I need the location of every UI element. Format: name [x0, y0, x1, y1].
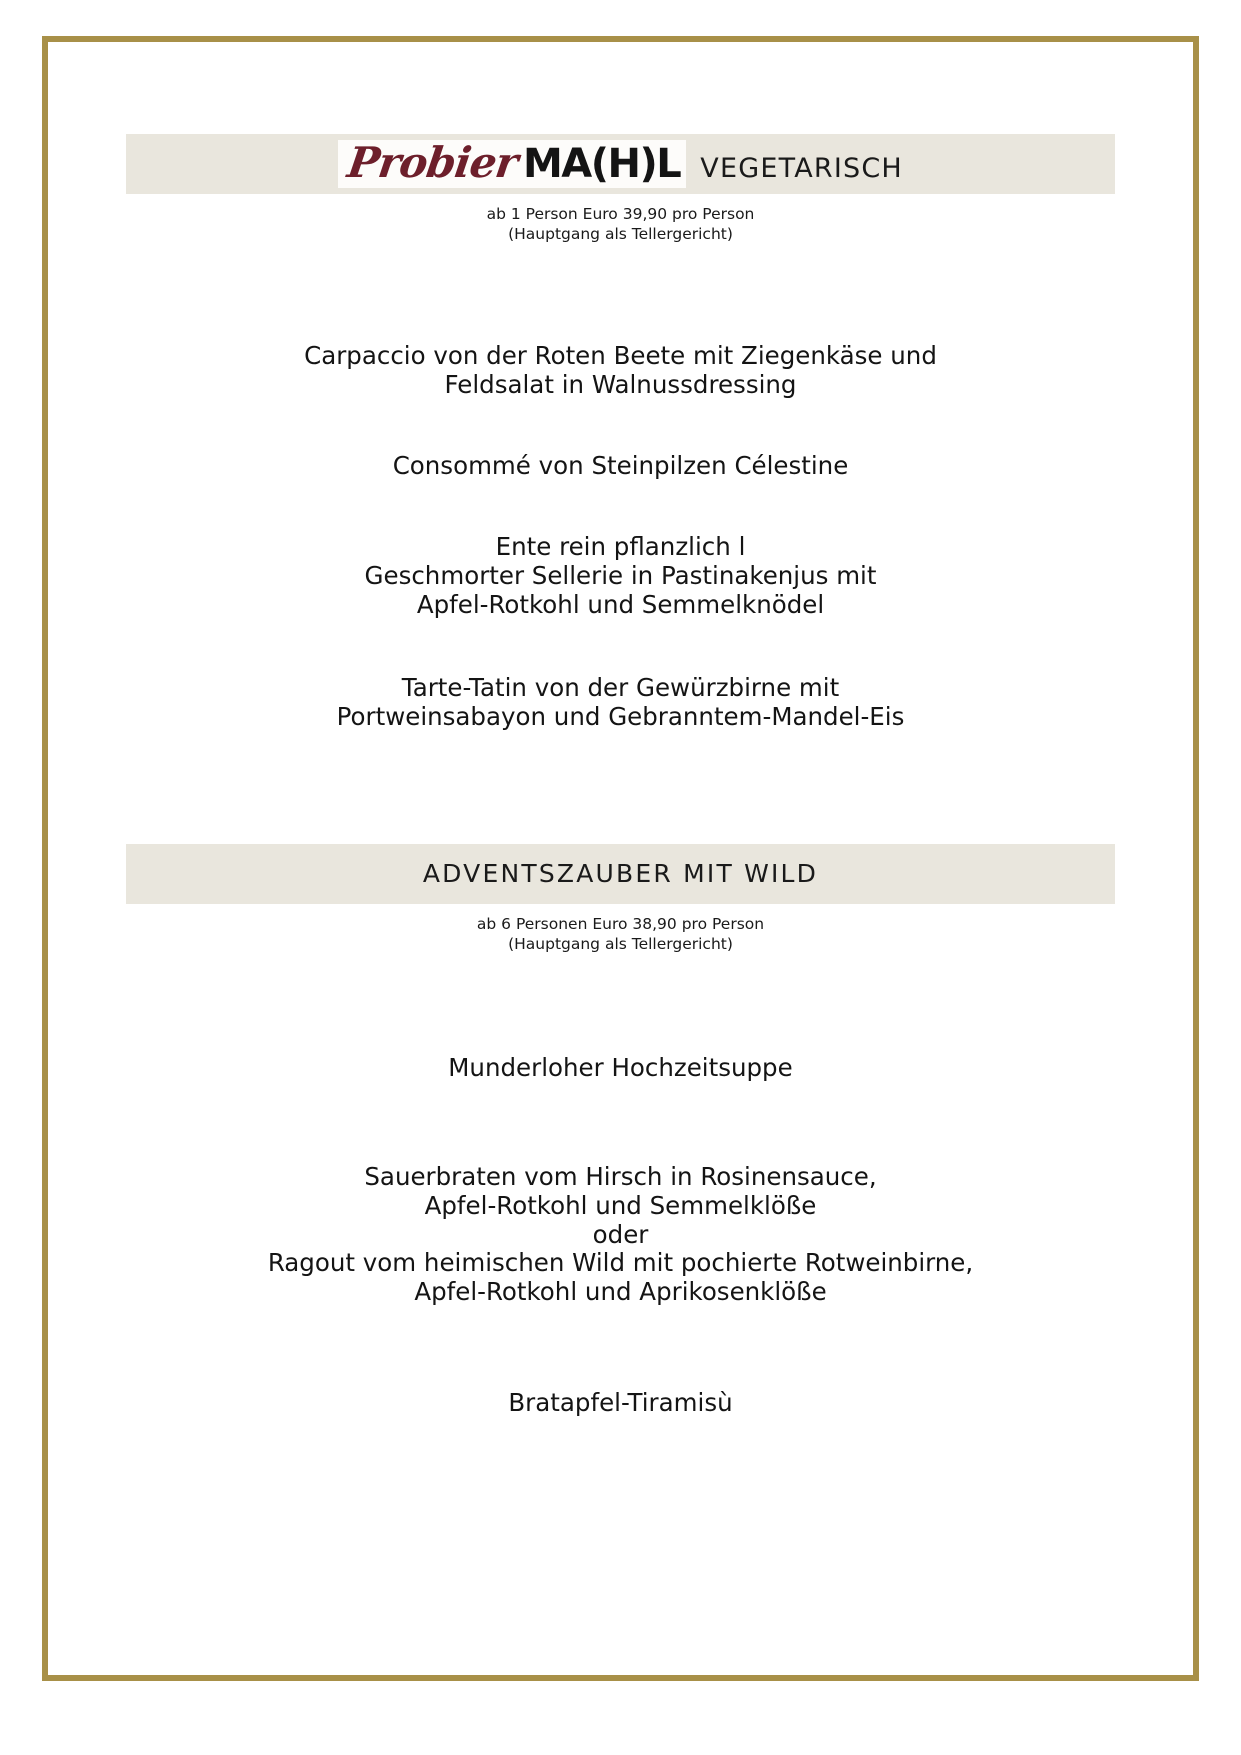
- course-item: [98, 533, 1143, 619]
- course-line: Carpaccio von der Roten Beete mit Ziegenkäse und: [304, 341, 937, 371]
- course-item: [98, 1163, 1143, 1306]
- course-line: oder: [592, 1219, 649, 1249]
- course-line: Munderloher Hochzeitsuppe: [448, 1052, 793, 1082]
- menu-page-content: [48, 42, 1193, 1675]
- course-item: [98, 452, 1143, 481]
- course-item: [98, 1389, 1143, 1418]
- logo-bold-word: MA(H)L: [523, 141, 681, 187]
- price-note-vegetarisch: [98, 204, 1143, 244]
- course-line: Apfel-Rotkohl und Aprikosenklöße: [414, 1277, 827, 1307]
- logo-script-word: Probier: [344, 138, 521, 187]
- logo-suffix-label: VEGETARISCH: [700, 153, 903, 184]
- course-line: Portweinsabayon und Gebranntem-Mandel-Eis: [336, 701, 905, 731]
- course-line: Consommé von Steinpilzen Célestine: [392, 450, 849, 480]
- price-line: ab 1 Person Euro 39,90 pro Person: [486, 205, 755, 223]
- note-line: (Hauptgang als Tellergericht): [508, 934, 733, 953]
- note-line: (Hauptgang als Tellergericht): [508, 225, 733, 244]
- course-item: [98, 342, 1143, 399]
- course-line: Apfel-Rotkohl und Semmelklöße: [424, 1191, 817, 1221]
- course-line: Ragout vom heimischen Wild mit pochierte Rotweinbirne,: [267, 1248, 974, 1278]
- price-note-adventszauber: [98, 914, 1143, 954]
- course-line: Apfel-Rotkohl und Semmelknödel: [416, 589, 825, 619]
- course-item: [98, 674, 1143, 731]
- brand-logo: [338, 140, 903, 188]
- section-title: ADVENTSZAUBER MIT WILD: [422, 859, 819, 889]
- course-line: Feldsalat in Walnussdressing: [444, 369, 797, 399]
- course-line: Geschmorter Sellerie in Pastinakenjus mit: [364, 560, 877, 590]
- course-line: Bratapfel-Tiramisù: [508, 1387, 733, 1417]
- course-line: Ente rein pflanzlich l: [495, 532, 746, 562]
- price-line: ab 6 Personen Euro 38,90 pro Person: [476, 914, 765, 933]
- course-line: Tarte-Tatin von der Gewürzbirne mit: [401, 673, 840, 703]
- section-banner-vegetarisch: [126, 134, 1115, 194]
- logo-card: [338, 140, 686, 188]
- menu-page-frame: [42, 36, 1199, 1681]
- course-item: [98, 1054, 1143, 1083]
- section-banner-adventszauber: [126, 844, 1115, 904]
- course-line: Sauerbraten vom Hirsch in Rosinensauce,: [364, 1162, 877, 1192]
